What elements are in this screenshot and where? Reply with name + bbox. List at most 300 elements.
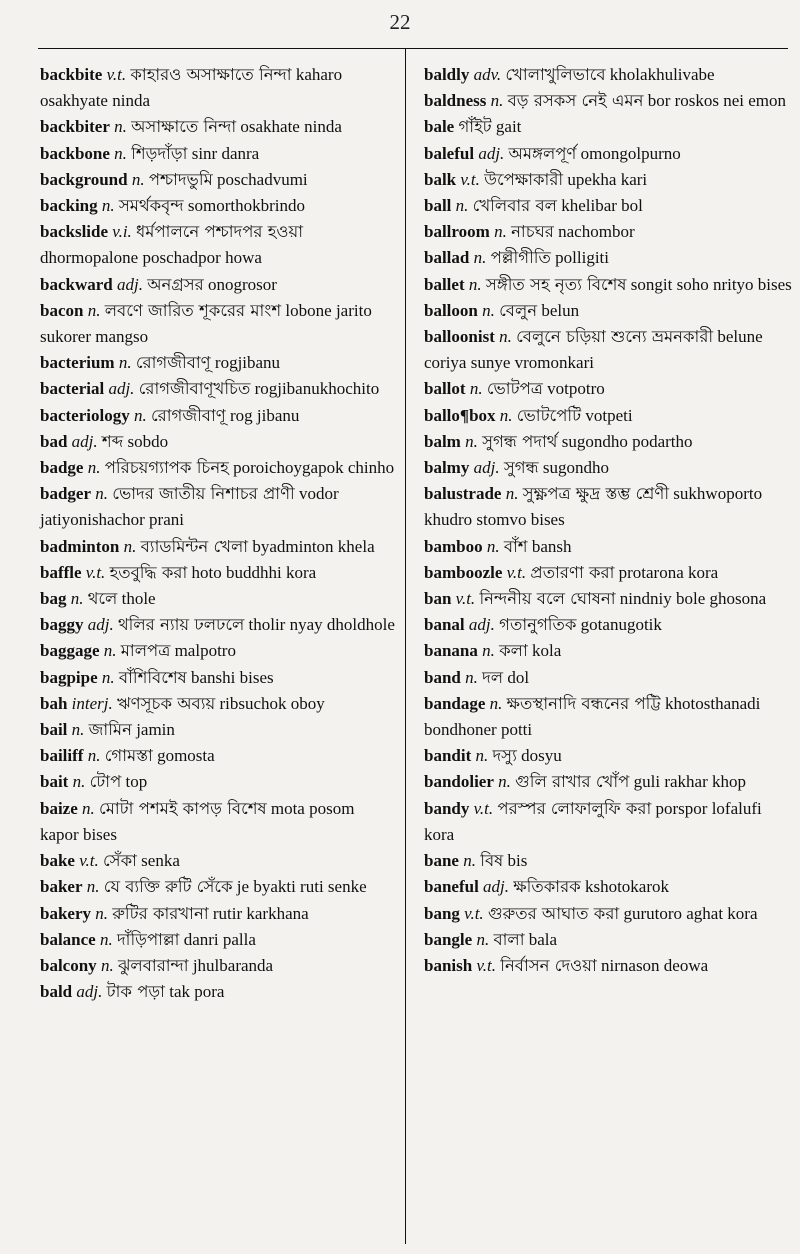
part-of-speech: adj. [473, 458, 500, 478]
part-of-speech: n. [482, 641, 495, 661]
bengali-meaning: বিষ [480, 851, 504, 871]
bengali-meaning: খেলিবার বল [472, 196, 557, 216]
dictionary-entry [424, 376, 794, 402]
part-of-speech: n. [82, 798, 95, 818]
part-of-speech: n. [482, 300, 495, 320]
headword: baldness [424, 91, 487, 111]
part-of-speech: n. [505, 484, 519, 504]
dictionary-entry [40, 376, 395, 402]
dictionary-entry [40, 743, 395, 769]
headword: bane [424, 851, 459, 871]
bengali-meaning: অমঙ্গলপূর্ণ [508, 143, 577, 163]
transliteration: rog jibanu [230, 405, 300, 425]
headword: baleful [424, 143, 475, 163]
transliteration: gotanugotik [580, 615, 662, 635]
bengali-meaning: রোগজীবাণূ [135, 353, 211, 373]
part-of-speech: n. [498, 772, 511, 792]
transliteration: sugondho [542, 458, 609, 478]
headword: bale [424, 117, 455, 137]
transliteration: sukhwoporto khudro stomvo bises [424, 484, 763, 530]
part-of-speech: n. [475, 746, 489, 766]
part-of-speech: v.t. [464, 903, 484, 923]
headword: balcony [40, 955, 97, 975]
transliteration: ribsuchok oboy [219, 693, 325, 713]
headword: ballad [424, 248, 470, 268]
headword: bait [40, 772, 69, 792]
part-of-speech: n. [114, 143, 127, 163]
dictionary-entry [424, 901, 794, 927]
headword: baneful [424, 877, 479, 897]
part-of-speech: v.t. [506, 562, 527, 582]
headword: bamboo [424, 536, 483, 556]
dictionary-entry [40, 691, 395, 717]
transliteration: byadminton khela [252, 536, 375, 556]
transliteration: rogjibanukhochito [254, 379, 380, 399]
bengali-meaning: পরস্পর লোফালুফি করা [497, 798, 652, 818]
transliteration: thole [121, 589, 156, 609]
bengali-meaning: সুগন্ধ [503, 458, 539, 478]
headword: bailiff [40, 746, 84, 766]
dictionary-entry [40, 612, 395, 638]
part-of-speech: n. [95, 484, 108, 504]
transliteration: sugondho podartho [561, 431, 693, 451]
headword: baker [40, 877, 83, 897]
part-of-speech: adj. [71, 431, 98, 451]
transliteration: kshotokarok [584, 877, 669, 897]
part-of-speech: n. [118, 353, 132, 373]
part-of-speech: n. [99, 929, 113, 949]
part-of-speech: adj. [87, 615, 114, 635]
dictionary-entry [40, 848, 395, 874]
dictionary-entry [40, 796, 395, 848]
transliteration: kholakhulivabe [609, 65, 715, 84]
headword: badger [40, 484, 91, 504]
headword: banana [424, 641, 478, 661]
bengali-meaning: গতানুগতিক [499, 615, 577, 635]
bengali-meaning: সুগন্ধ পদার্থ [482, 431, 558, 451]
transliteration: votpeti [585, 405, 633, 425]
headword: bakery [40, 903, 91, 923]
bengali-meaning: বেলুনে চড়িয়া শুন্যে ভ্রমনকারী [516, 327, 714, 347]
dictionary-entry [424, 743, 794, 769]
bengali-meaning: উপেক্ষাকারী [484, 169, 564, 189]
transliteration: bansh [531, 536, 572, 556]
headword: ballroom [424, 222, 490, 242]
transliteration: kaharo osakhyate ninda [40, 65, 343, 111]
dictionary-entry [424, 691, 794, 743]
part-of-speech: adj. [478, 143, 505, 163]
headword: backbiter [40, 117, 110, 137]
dictionary-entry [424, 874, 794, 900]
part-of-speech: v.t. [85, 562, 106, 582]
headword: bandage [424, 693, 486, 713]
headword: ballet [424, 274, 465, 294]
part-of-speech: n. [72, 772, 86, 792]
dictionary-entry [40, 717, 395, 743]
bengali-meaning: ভোদর জাতীয় নিশাচর প্রাণী [112, 484, 295, 504]
bengali-meaning: হতবুদ্ধি করা [109, 562, 188, 582]
page-number: 22 [389, 10, 411, 34]
bengali-meaning: কাহারও অসাক্ষাতে নিন্দা [130, 65, 292, 84]
transliteration: dhormopalone poschadpor howa [40, 248, 262, 268]
bengali-meaning: কলা [499, 641, 528, 661]
transliteration: onogrosor [207, 274, 277, 294]
headword: bang [424, 903, 460, 923]
dictionary-entry [424, 848, 794, 874]
transliteration: guli rakhar khop [633, 772, 746, 792]
dictionary-entry [40, 219, 395, 271]
column-divider [405, 48, 406, 1244]
transliteration: kola [532, 641, 562, 661]
headword: bangle [424, 929, 473, 949]
dictionary-entry [40, 586, 395, 612]
headword: banal [424, 615, 465, 635]
transliteration: sobdo [127, 431, 169, 451]
transliteration: rutir karkhana [212, 903, 309, 923]
left-column [40, 62, 395, 1005]
bengali-meaning: দল [482, 667, 504, 687]
bengali-meaning: দস্যু [492, 746, 517, 766]
bengali-meaning: ঝুলবারান্দা [117, 955, 189, 975]
bengali-meaning: নাচঘর [511, 222, 554, 242]
transliteration: somorthokbrindo [187, 196, 305, 216]
part-of-speech: v.t. [79, 851, 99, 871]
headword: bake [40, 851, 75, 871]
headword: balloonist [424, 327, 495, 347]
headword: bacterium [40, 353, 115, 373]
headword: background [40, 169, 128, 189]
headword: backward [40, 274, 113, 294]
part-of-speech: n. [455, 196, 469, 216]
bengali-meaning: গোমস্তা [104, 746, 153, 766]
dictionary-entry [424, 429, 794, 455]
bengali-meaning: বাঁশ [503, 536, 528, 556]
headword: bagpipe [40, 667, 98, 687]
part-of-speech: interj. [71, 693, 113, 713]
part-of-speech: n. [101, 667, 115, 687]
headword: backbone [40, 143, 110, 163]
headword: balm [424, 431, 461, 451]
dictionary-entry [424, 245, 794, 271]
dictionary-entry [424, 62, 794, 88]
part-of-speech: n. [123, 536, 137, 556]
headword: bald [40, 982, 73, 1002]
headword: bandolier [424, 772, 494, 792]
dictionary-entry [40, 167, 395, 193]
transliteration: bala [528, 929, 558, 949]
headword: balance [40, 929, 96, 949]
dictionary-entry [40, 901, 395, 927]
bengali-meaning: গুলি রাখার খোঁপ [515, 772, 630, 792]
part-of-speech: n. [103, 641, 117, 661]
bengali-meaning: ভোটপেটি [516, 405, 582, 425]
bengali-meaning: নিন্দনীয় বলে ঘোষনা [479, 589, 616, 609]
part-of-speech: v.t. [473, 798, 494, 818]
dictionary-entry [40, 979, 395, 1005]
transliteration: jamin [136, 720, 175, 740]
bengali-meaning: শব্দ [101, 431, 124, 451]
headword: ball [424, 196, 452, 216]
dictionary-entry [424, 114, 794, 140]
part-of-speech: n. [494, 222, 507, 242]
transliteration: malpotro [174, 641, 236, 661]
dictionary-entry [424, 167, 794, 193]
part-of-speech: v.i. [112, 222, 132, 242]
dictionary-entry [424, 953, 794, 979]
headword: bamboozle [424, 562, 503, 582]
transliteration: protarona kora [618, 562, 719, 582]
transliteration: senka [141, 851, 180, 871]
dictionary-entry [424, 927, 794, 953]
part-of-speech: n. [86, 877, 100, 897]
bengali-meaning: সঙ্গীত সহ নৃত্য বিশেষ [485, 274, 627, 294]
part-of-speech: n. [87, 458, 101, 478]
transliteration: poschadvumi [216, 169, 308, 189]
dictionary-entry [424, 638, 794, 664]
part-of-speech: v.t. [460, 169, 480, 189]
part-of-speech: n. [476, 929, 490, 949]
dictionary-entry [424, 586, 794, 612]
bengali-meaning: অসাক্ষাতে নিন্দা [131, 117, 237, 137]
transliteration: khelibar bol [561, 196, 643, 216]
dictionary-entry [40, 141, 395, 167]
part-of-speech: n. [499, 327, 512, 347]
part-of-speech: n. [95, 903, 108, 923]
dictionary-entry [424, 324, 794, 376]
part-of-speech: n. [87, 746, 101, 766]
bengali-meaning: গাঁইট [458, 117, 492, 137]
part-of-speech: n. [469, 379, 483, 399]
bengali-meaning: থলির ন্যায় ঢলঢলে [117, 615, 245, 635]
part-of-speech: n. [463, 851, 476, 871]
headword: baggage [40, 641, 100, 661]
bengali-meaning: রোগজীবাণূখচিত [138, 379, 251, 399]
bengali-meaning: গুরুতর আঘাত করা [487, 903, 620, 923]
headword: backslide [40, 222, 109, 242]
header-rule [38, 48, 788, 49]
bengali-meaning: ব্যাডমিন্টন খেলা [140, 536, 249, 556]
transliteration: songit soho nrityo bises [630, 274, 792, 294]
part-of-speech: n. [465, 667, 478, 687]
transliteration: danri palla [183, 929, 256, 949]
bengali-meaning: লবণে জারিত শূকরের মাংশ [104, 300, 282, 320]
transliteration: polligiti [555, 248, 609, 268]
bengali-meaning: মোটা পশমই কাপড় বিশেষ [99, 798, 267, 818]
dictionary-entry [424, 298, 794, 324]
bengali-meaning: সুক্ষ্ণপত্র ক্ষুদ্র স্তম্ভ শ্রেণী [522, 484, 670, 504]
part-of-speech: n. [70, 589, 84, 609]
headword: balloon [424, 300, 478, 320]
dictionary-entry [424, 455, 794, 481]
headword: ballot [424, 379, 466, 399]
part-of-speech: n. [71, 720, 85, 740]
part-of-speech: n. [100, 955, 114, 975]
part-of-speech: v.t. [455, 589, 476, 609]
transliteration: dol [507, 667, 530, 687]
transliteration: vodor jatiyonishachor prani [40, 484, 339, 530]
headword: badge [40, 458, 84, 478]
bengali-meaning: ক্ষতস্থানাদি বন্ধনের পট্টি [506, 693, 661, 713]
transliteration: tholir nyay dholdhole [248, 615, 395, 635]
bengali-meaning: ধর্মপালনে পশ্চাদপর হওয়া [136, 222, 304, 242]
headword: balustrade [424, 484, 502, 504]
dictionary-entry [424, 219, 794, 245]
dictionary-entry [40, 298, 395, 350]
dictionary-entry [40, 114, 395, 140]
part-of-speech: n. [87, 300, 101, 320]
part-of-speech: n. [499, 405, 513, 425]
bengali-meaning: ঋণসূচক অব্যয় [117, 693, 216, 713]
transliteration: khotosthanadi bondhoner potti [424, 693, 761, 740]
headword: bacterial [40, 379, 105, 399]
dictionary-entry [40, 665, 395, 691]
dictionary-entry [40, 874, 395, 900]
dictionary-entry [40, 560, 395, 586]
transliteration: lobone jarito sukorer mangso [40, 300, 372, 347]
dictionary-entry [40, 403, 395, 429]
part-of-speech: adj. [468, 615, 495, 635]
transliteration: nachombor [558, 222, 635, 242]
dictionary-entry [40, 534, 395, 560]
headword: bandit [424, 746, 472, 766]
part-of-speech: n. [114, 117, 127, 137]
dictionary-entry [424, 796, 794, 848]
bengali-meaning: যে ব্যক্তি রুটি সেঁকে [103, 877, 233, 897]
bengali-meaning: মালপত্র [120, 641, 171, 661]
part-of-speech: n. [133, 405, 147, 425]
headword: ban [424, 589, 452, 609]
dictionary-entry [40, 62, 395, 114]
bengali-meaning: ভোটপত্র [486, 379, 543, 399]
part-of-speech: adj. [116, 274, 143, 294]
headword: bacteriology [40, 405, 130, 425]
headword: banish [424, 955, 473, 975]
dictionary-entry [40, 272, 395, 298]
transliteration: gurutoro aghat kora [623, 903, 758, 923]
part-of-speech: v.t. [476, 955, 496, 975]
headword: backing [40, 196, 98, 216]
part-of-speech: n. [490, 91, 504, 111]
transliteration: bis [507, 851, 528, 871]
transliteration: sinr danra [191, 143, 260, 163]
bengali-meaning: টাক পড়া [106, 982, 165, 1002]
headword: bad [40, 431, 68, 451]
dictionary-entry [424, 141, 794, 167]
dictionary-entry [40, 455, 395, 481]
headword: baggy [40, 615, 84, 635]
bengali-meaning: বেলুন [499, 300, 538, 320]
dictionary-entry [424, 665, 794, 691]
part-of-speech: n. [468, 274, 482, 294]
headword: bah [40, 693, 68, 713]
bengali-meaning: রোগজীবাণূ [150, 405, 226, 425]
bengali-meaning: দাঁড়িপাল্লা [116, 929, 180, 949]
headword: bandy [424, 798, 470, 818]
bengali-meaning: প্রতারণা করা [530, 562, 615, 582]
part-of-speech: v.t. [106, 65, 127, 84]
part-of-speech: n. [489, 693, 503, 713]
headword: balk [424, 169, 457, 189]
bengali-meaning: নির্বাসন দেওয়া [500, 955, 597, 975]
bengali-meaning: জামিন [88, 720, 132, 740]
bengali-meaning: পরিচয়গ্যাপক চিনহ [104, 458, 229, 478]
bengali-meaning: সমর্থকবৃন্দ [118, 196, 184, 216]
headword: band [424, 667, 461, 687]
right-column [424, 62, 794, 979]
headword: backbite [40, 65, 103, 84]
dictionary-entry [424, 88, 794, 114]
transliteration: osakhate ninda [240, 117, 342, 137]
transliteration: mota posom kapor bises [40, 798, 355, 844]
part-of-speech: adj. [76, 982, 103, 1002]
part-of-speech: n. [101, 196, 115, 216]
bengali-meaning: সেঁকা [102, 851, 137, 871]
part-of-speech: n. [473, 248, 487, 268]
transliteration: belun [541, 300, 580, 320]
dictionary-entry [40, 953, 395, 979]
transliteration: votpotro [547, 379, 605, 399]
transliteration: nirnason deowa [601, 955, 709, 975]
bengali-meaning: পশ্চাদভুমি [148, 169, 213, 189]
transliteration: gomosta [157, 746, 215, 766]
transliteration: je byakti ruti senke [236, 877, 367, 897]
bengali-meaning: টোপ [89, 772, 122, 792]
headword: ballo¶box [424, 405, 496, 425]
headword: balmy [424, 458, 470, 478]
dictionary-entry [40, 481, 395, 533]
part-of-speech: adj. [483, 877, 510, 897]
dictionary-entry [40, 769, 395, 795]
dictionary-entry [424, 403, 794, 429]
headword: baldly [424, 65, 470, 84]
transliteration: upekha kari [567, 169, 648, 189]
dictionary-entry [424, 560, 794, 586]
dictionary-entry [424, 769, 794, 795]
transliteration: top [125, 772, 148, 792]
transliteration: hoto buddhhi kora [191, 562, 317, 582]
part-of-speech: adj. [108, 379, 135, 399]
transliteration: omongolpurno [580, 143, 681, 163]
dictionary-entry [424, 612, 794, 638]
bengali-meaning: বড় রসকস নেই এমন [507, 91, 644, 111]
bengali-meaning: শিড়দাঁড়া [131, 143, 188, 163]
bengali-meaning: বালা [493, 929, 525, 949]
bengali-meaning: রুটির কারখানা [112, 903, 209, 923]
transliteration: dosyu [521, 746, 562, 766]
headword: baffle [40, 562, 82, 582]
transliteration: belune coriya sunye vromonkari [424, 327, 763, 373]
dictionary-entry [40, 927, 395, 953]
bengali-meaning: পল্লীগীতি [490, 248, 551, 268]
dictionary-entry [40, 193, 395, 219]
headword: bacon [40, 300, 84, 320]
headword: badminton [40, 536, 120, 556]
part-of-speech: adv. [473, 65, 502, 84]
transliteration: porspor lofalufi kora [424, 798, 762, 844]
dictionary-entry [424, 193, 794, 219]
headword: bail [40, 720, 68, 740]
transliteration: bor roskos nei emon [647, 91, 787, 111]
dictionary-entry [424, 481, 794, 533]
bengali-meaning: অনগ্রসর [147, 274, 204, 294]
transliteration: gait [495, 117, 522, 137]
bengali-meaning: থলে [87, 589, 118, 609]
transliteration: jhulbaranda [192, 955, 274, 975]
dictionary-entry [424, 534, 794, 560]
headword: baize [40, 798, 78, 818]
transliteration: rogjibanu [214, 353, 281, 373]
dictionary-entry [424, 272, 794, 298]
